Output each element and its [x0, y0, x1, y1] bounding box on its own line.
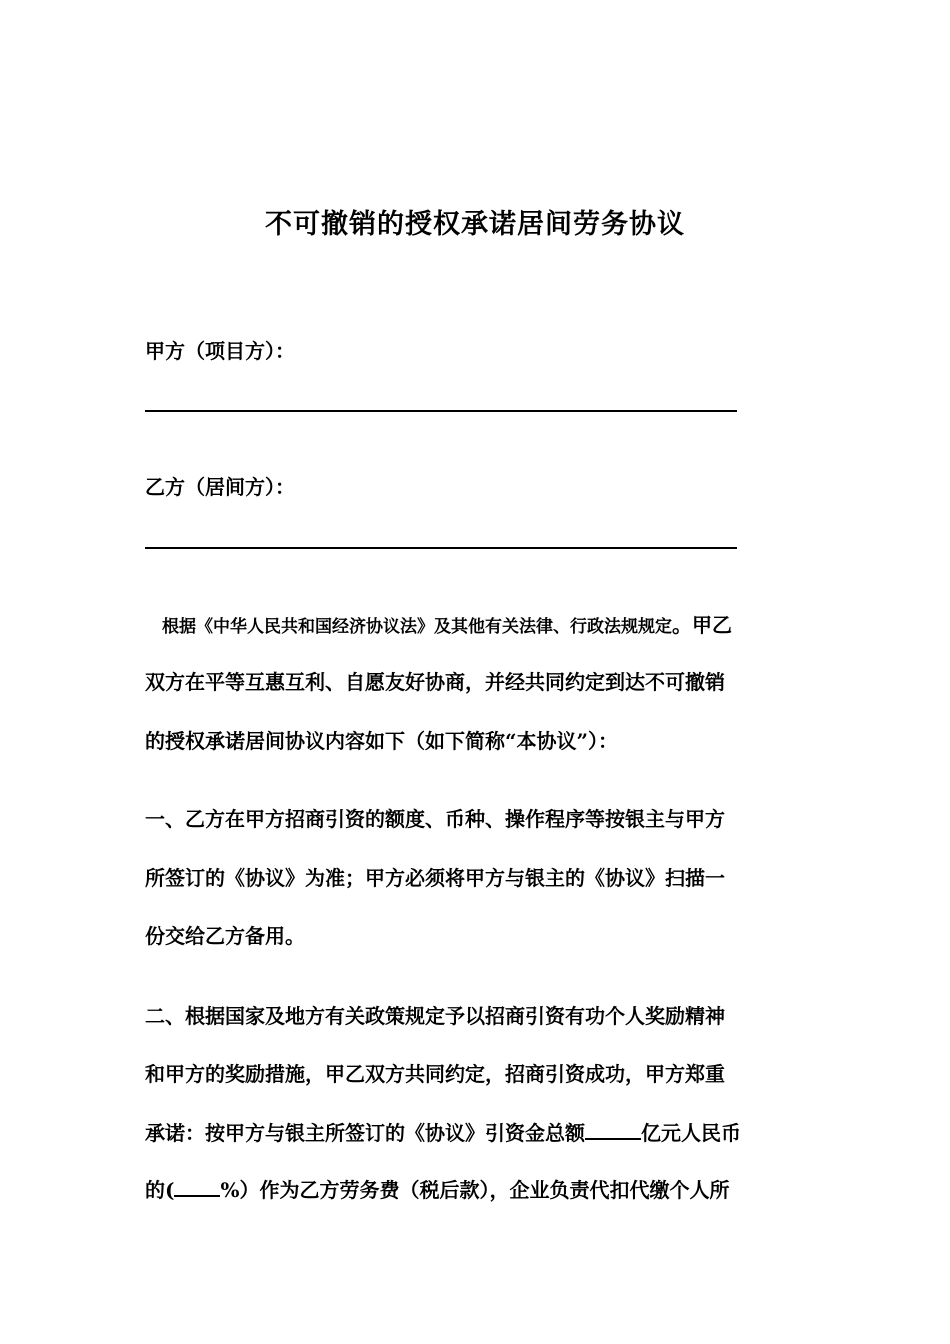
clause-1-line-1: 一、乙方在甲方招商引资的额度、币种、操作程序等按银主与甲方 — [145, 807, 725, 831]
preamble-line-1 — [162, 611, 732, 641]
clause-2-line-3 — [145, 1118, 741, 1147]
clause-2-line-2: 和甲方的奖励措施，甲乙双方共同约定，招商引资成功，甲方郑重 — [145, 1062, 725, 1086]
party-a-blank-line — [145, 410, 737, 412]
party-b-label: 乙方（居间方）： — [145, 475, 295, 499]
clause-2-line-4-part-2: %）作为乙方劳务费（税后款），企业负责代扣代缴个人所 — [220, 1178, 730, 1202]
preamble-line-1-part-2: 。甲乙 — [672, 613, 732, 637]
clause-1-line-2: 所签订的《协议》为准；甲方必须将甲方与银主的《协议》扫描一 — [145, 866, 725, 890]
preamble-line-2: 双方在平等互惠互利、自愿友好协商，并经共同约定到达不可撤销 — [145, 670, 725, 694]
preamble-line-3: 的授权承诺居间协议内容如下（如下简称“本协议”）： — [145, 729, 619, 753]
percent-blank — [174, 1175, 220, 1197]
amount-blank — [585, 1118, 641, 1140]
clause-2-line-4-part-1: 的( — [145, 1178, 175, 1202]
preamble-line-1-part-1: 根据《中华人民共和国经济协议法》及其他有关法律、行政法规规定 — [162, 617, 672, 637]
clause-2-line-4 — [145, 1175, 729, 1204]
clause-2-line-3-part-1: 承诺：按甲方与银主所签订的《协议》引资金总额 — [145, 1121, 585, 1145]
document-title: 不可撤销的授权承诺居间劳务协议 — [265, 209, 685, 240]
party-b-blank-line — [145, 547, 737, 549]
clause-2-line-3-part-2: 亿元人民币 — [641, 1121, 741, 1145]
party-a-label: 甲方（项目方）： — [145, 339, 295, 363]
clause-2-line-1: 二、根据国家及地方有关政策规定予以招商引资有功个人奖励精神 — [145, 1004, 725, 1028]
clause-1-line-3: 份交给乙方备用。 — [145, 924, 305, 948]
